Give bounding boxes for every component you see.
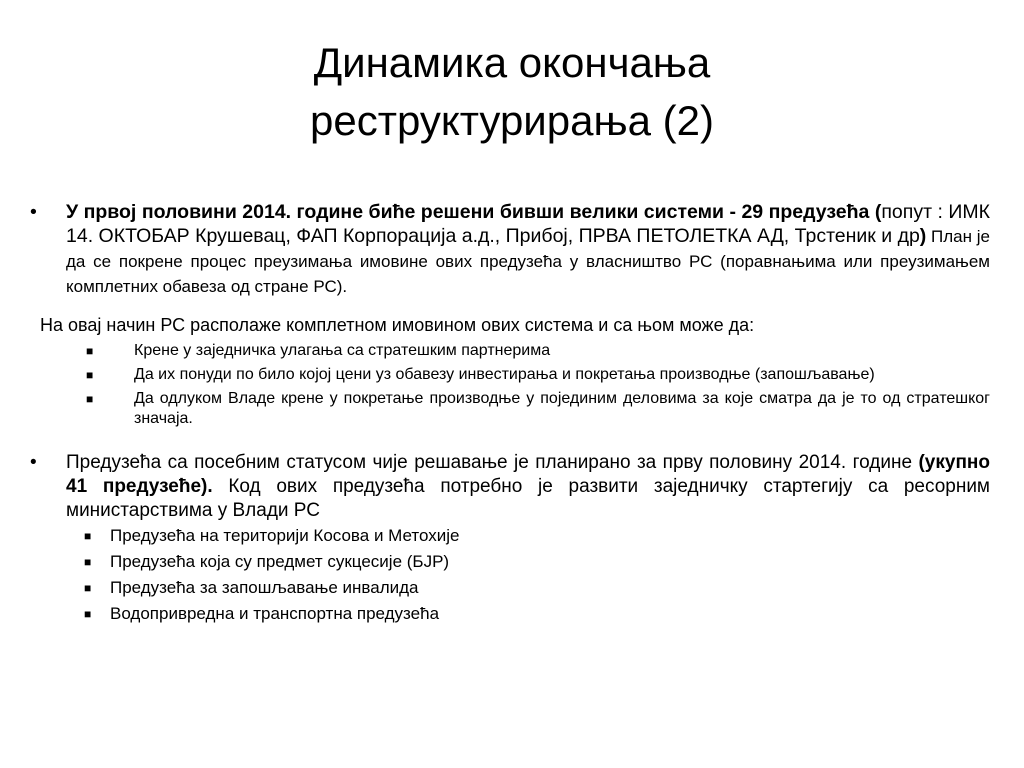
subitem-2-2 (84, 549, 990, 575)
square-bullet-icon: ■ (86, 392, 94, 406)
subitem-2-3 (84, 575, 990, 601)
subitem-text: Предузећа која су предмет сукцесије (БЈР) (110, 552, 450, 571)
subitem-text: Водопривредна и транспортна предузећа (110, 604, 440, 623)
bullet-dot-icon: • (30, 201, 37, 223)
subitem-2-4 (84, 601, 990, 627)
square-bullet-icon: ■ (84, 607, 92, 621)
subitem-1-3 (86, 389, 990, 429)
square-bullet-icon: ■ (86, 368, 94, 382)
subitem-text: Да одлуком Владе крене у покретање производње у појединим деловима за које сматра да је то од стратешког значаја. (134, 390, 990, 427)
subitem-2-1 (84, 523, 990, 549)
subitem-text: Да их понуди по било којој цени уз обавезу инвестирања и покретања производње (запошљавање) (134, 366, 875, 383)
bullet-2 (26, 451, 990, 523)
subitem-1-1 (86, 341, 990, 361)
subitem-text: Предузећа на територији Косова и Метохије (110, 526, 460, 545)
slide-title (0, 34, 1024, 150)
title-line-2: реструктурирања (2) (310, 97, 714, 144)
square-bullet-icon: ■ (86, 344, 94, 358)
intro-text: На овај начин РС располаже комплетном имовином ових система и са њом може да: (40, 315, 755, 335)
bullet-1-examples: попут : ИМК 14. ОКТОБАР Крушевац, ФАП Корпорација а.д., Прибој, ПРВА ПЕТОЛЕТКА АД, Трстеник и др (66, 201, 990, 247)
bullet-1-bold: У првој половини 2014. године биће решени бивши велики системи - 29 предузећа ( (66, 201, 882, 223)
bullet-2-bold: (укупно 41 предузеће). (66, 452, 990, 497)
subitem-text: Крене у заједничка улагања са стратешким партнерима (134, 342, 551, 359)
bullet-2-text-2: Код ових предузећа потребно је развити заједничку стартегију са ресорним министарствима у Влади РС (66, 476, 990, 521)
bullet-1 (26, 200, 990, 299)
subitem-1-2 (86, 365, 990, 385)
subitem-text: Предузећа за запошљавање инвалида (110, 578, 419, 597)
bullet-1-close: ) (919, 225, 927, 247)
bullet-2-text-1: Предузећа са посебним статусом чије решавање је планирано за прву половину 2014. године (66, 452, 919, 473)
square-bullet-icon: ■ (84, 529, 92, 543)
square-bullet-icon: ■ (84, 555, 92, 569)
bullet-1-plan: План је да се покрене процес преузимања имовине ових предузећа у власништво РС (поравнањима или преузимањем комплетних обавеза од стране РС). (66, 227, 990, 296)
bullet-dot-icon: • (30, 452, 37, 473)
slide-content (26, 200, 990, 627)
title-line-1: Динамика окончања (313, 39, 711, 86)
square-bullet-icon: ■ (84, 581, 92, 595)
